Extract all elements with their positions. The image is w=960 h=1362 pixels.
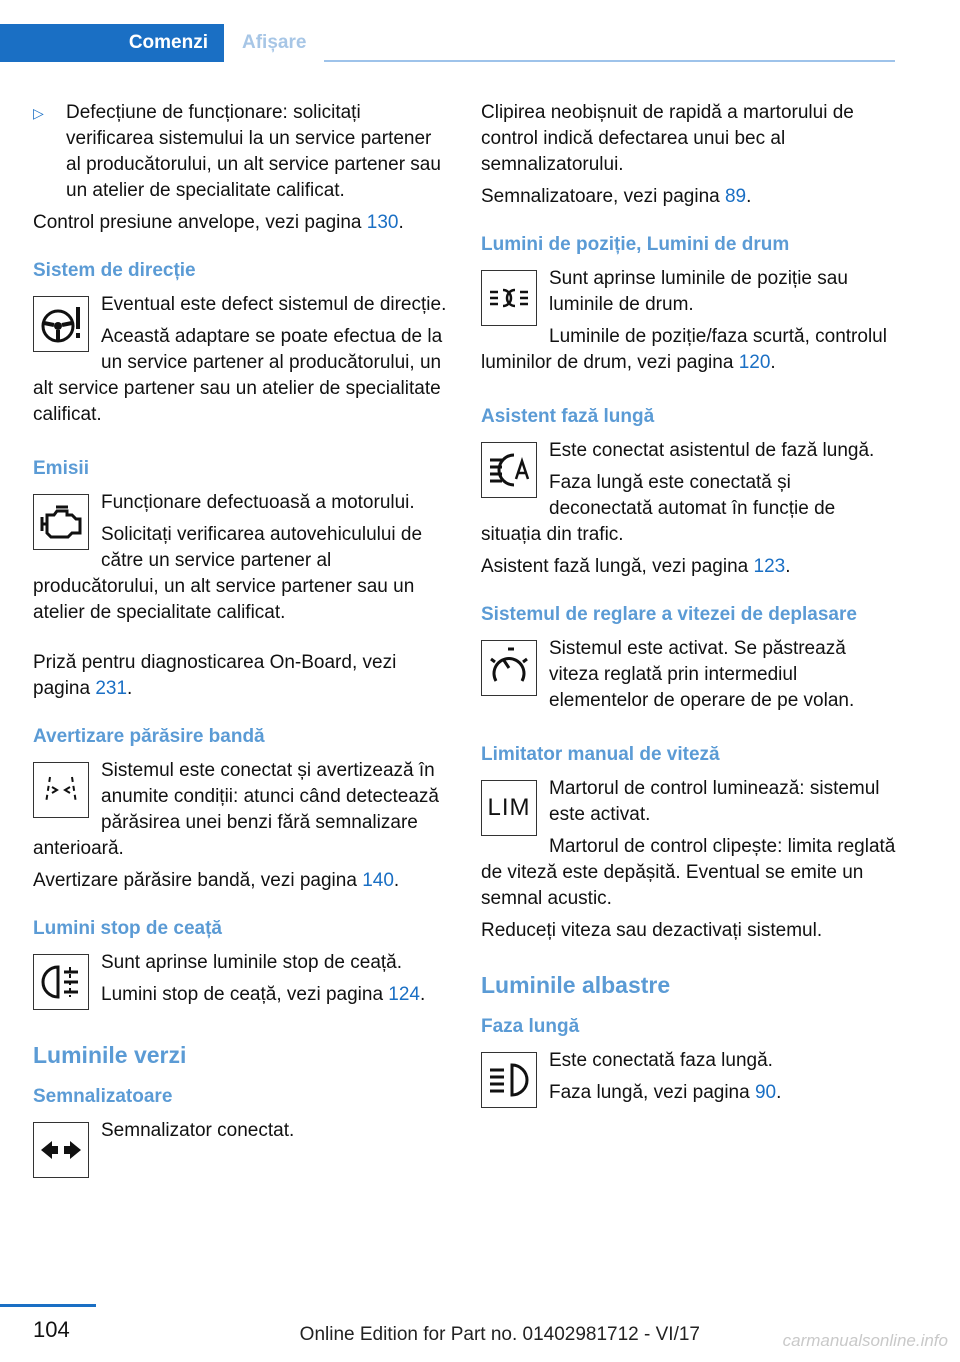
fog-ref: Lumini stop de ceață, vezi pagina 124. [101, 984, 426, 1005]
highbeam-line1: Este conectată faza lungă. [549, 1050, 773, 1071]
limiter-line1: Martorul de control luminează: sistemul este activat. [549, 778, 880, 825]
steering-line1: Eventual este defect sistemul de direcție. [101, 294, 447, 315]
section-heading-blue: Luminile albastre [481, 972, 671, 998]
page-link[interactable]: 124 [388, 984, 420, 1005]
footer-accent-line [0, 1304, 96, 1307]
section-heading-steering: Sistem de direcție [33, 260, 196, 281]
lane-ref: Avertizare părăsire bandă, vezi pagina 140. [33, 870, 400, 891]
rear-fog-light-icon [33, 954, 89, 1010]
tab-comenzi[interactable]: Comenzi [0, 24, 224, 62]
section-heading-limiter: Limitator manual de viteză [481, 744, 720, 765]
section-heading-highbeam-assist: Asistent fază lungă [481, 406, 655, 427]
limiter-entry [481, 776, 896, 918]
cruise-entry [481, 636, 896, 720]
lane-line1: Sistemul este conectat și avertizează în anumite condiții: atunci când detectează părăsirea unei benzi fără semnalizare anterioară. [33, 760, 439, 859]
page-link[interactable]: 123 [753, 556, 786, 577]
page-link[interactable]: 89 [724, 186, 747, 207]
page-link[interactable]: 90 [754, 1082, 777, 1103]
steering-warning-icon [33, 296, 89, 352]
section-heading-fog: Lumini stop de ceață [33, 918, 222, 939]
steering-line2: Această adaptare se poate efectua de la un service partener al producătorului, un alt service partener sau un atelier de specialitate calificat. [33, 326, 443, 425]
lane-entry [33, 758, 448, 868]
sub-heading-highbeam: Faza lungă [481, 1016, 580, 1037]
limiter-line3: Reduceți viteza sau dezactivați sistemul. [481, 920, 823, 941]
emissions-line1: Funcționare defectuoasă a motorului. [101, 492, 415, 513]
page-link[interactable]: 231 [95, 678, 128, 699]
blink-text: Clipirea neobișnuit de rapidă a martorului de control indică defectarea unui bec al semnalizatorului. [481, 102, 854, 175]
tab-afisare[interactable]: Afișare [224, 24, 324, 62]
limiter-line2: Martorul de control clipește: limita reglată de viteză este depășită. Eventual se emite un semnal acustic. [481, 836, 896, 909]
turn-signal-line1: Semnalizator conectat. [101, 1120, 295, 1141]
highbeam-assist-icon [481, 442, 537, 498]
header-tabbar [0, 24, 895, 62]
highbeam-assist-line2: Faza lungă este conectată și deconectată automat în funcție de situația din trafic. [481, 472, 836, 545]
section-heading-position: Lumini de poziție, Lumini de drum [481, 234, 790, 255]
cruise-line1: Sistemul este activat. Se păstrează viteza reglată prin intermediul elementelor de operare de pe volan. [549, 638, 855, 711]
steering-entry [33, 292, 448, 434]
page-link[interactable]: 130 [366, 212, 399, 233]
highbeam-entry [481, 1048, 896, 1112]
bullet-text: Defecțiune de funcționare: solicitați verificarea sistemului la un service partener al producătorului, un alt service partener sau un atelier de specialitate calificat. [66, 102, 441, 201]
lane-departure-icon [33, 762, 89, 818]
speed-limiter-icon [481, 780, 537, 836]
sub-heading-turn-signals: Semnalizatoare [33, 1086, 173, 1107]
highbeam-assist-line1: Este conectat asistentul de fază lungă. [549, 440, 875, 461]
limiter-icon-label: LIM [487, 794, 531, 821]
cruise-control-icon [481, 640, 537, 696]
highbeam-assist-ref: Asistent fază lungă, vezi pagina 123. [481, 556, 791, 577]
position-lights-icon [481, 270, 537, 326]
bullet-item [33, 100, 448, 204]
triangle-bullet-icon: ▷ [33, 105, 44, 121]
fog-line1: Sunt aprinse luminile stop de ceață. [101, 952, 403, 973]
turn-signal-entry [33, 1118, 448, 1182]
position-line2: Luminile de poziție/faza scurtă, controlul luminilor de drum, vezi pagina 120. [481, 326, 887, 373]
watermark: carmanualsonline.info [782, 1331, 948, 1350]
position-line1: Sunt aprinse luminile de poziție sau luminile de drum. [549, 268, 848, 315]
page-link[interactable]: 120 [738, 352, 771, 373]
page-number: 104 [33, 1317, 70, 1342]
obd-ref: Priză pentru diagnosticarea On-Board, vezi pagina 231. [33, 652, 397, 699]
tire-pressure-ref: Control presiune anvelope, vezi pagina 130. [33, 212, 404, 233]
highbeam-assist-entry [481, 438, 896, 554]
signal-ref: Semnalizatoare, vezi pagina 89. [481, 186, 752, 207]
section-heading-cruise: Sistemul de reglare a vitezei de deplasare [481, 604, 857, 625]
fog-entry [33, 950, 448, 1014]
turn-signal-arrows-icon [33, 1122, 89, 1178]
page-link[interactable]: 140 [362, 870, 394, 891]
high-beam-icon [481, 1052, 537, 1108]
right-column [481, 100, 896, 1112]
position-entry [481, 266, 896, 382]
highbeam-ref: Faza lungă, vezi pagina 90. [549, 1082, 782, 1103]
section-heading-lane: Avertizare părăsire bandă [33, 726, 265, 747]
section-heading-emissions: Emisii [33, 458, 89, 479]
edition-text: Online Edition for Part no. 01402981712 - VI/17 [299, 1324, 700, 1345]
emissions-entry [33, 490, 448, 632]
emissions-line2: Solicitați verificarea autovehiculului de către un service partener al producătorului, un alt service partener sau un atelier de specialitate calificat. [33, 524, 423, 623]
engine-icon [33, 494, 89, 550]
section-heading-green: Luminile verzi [33, 1042, 187, 1068]
left-column [33, 100, 448, 1182]
